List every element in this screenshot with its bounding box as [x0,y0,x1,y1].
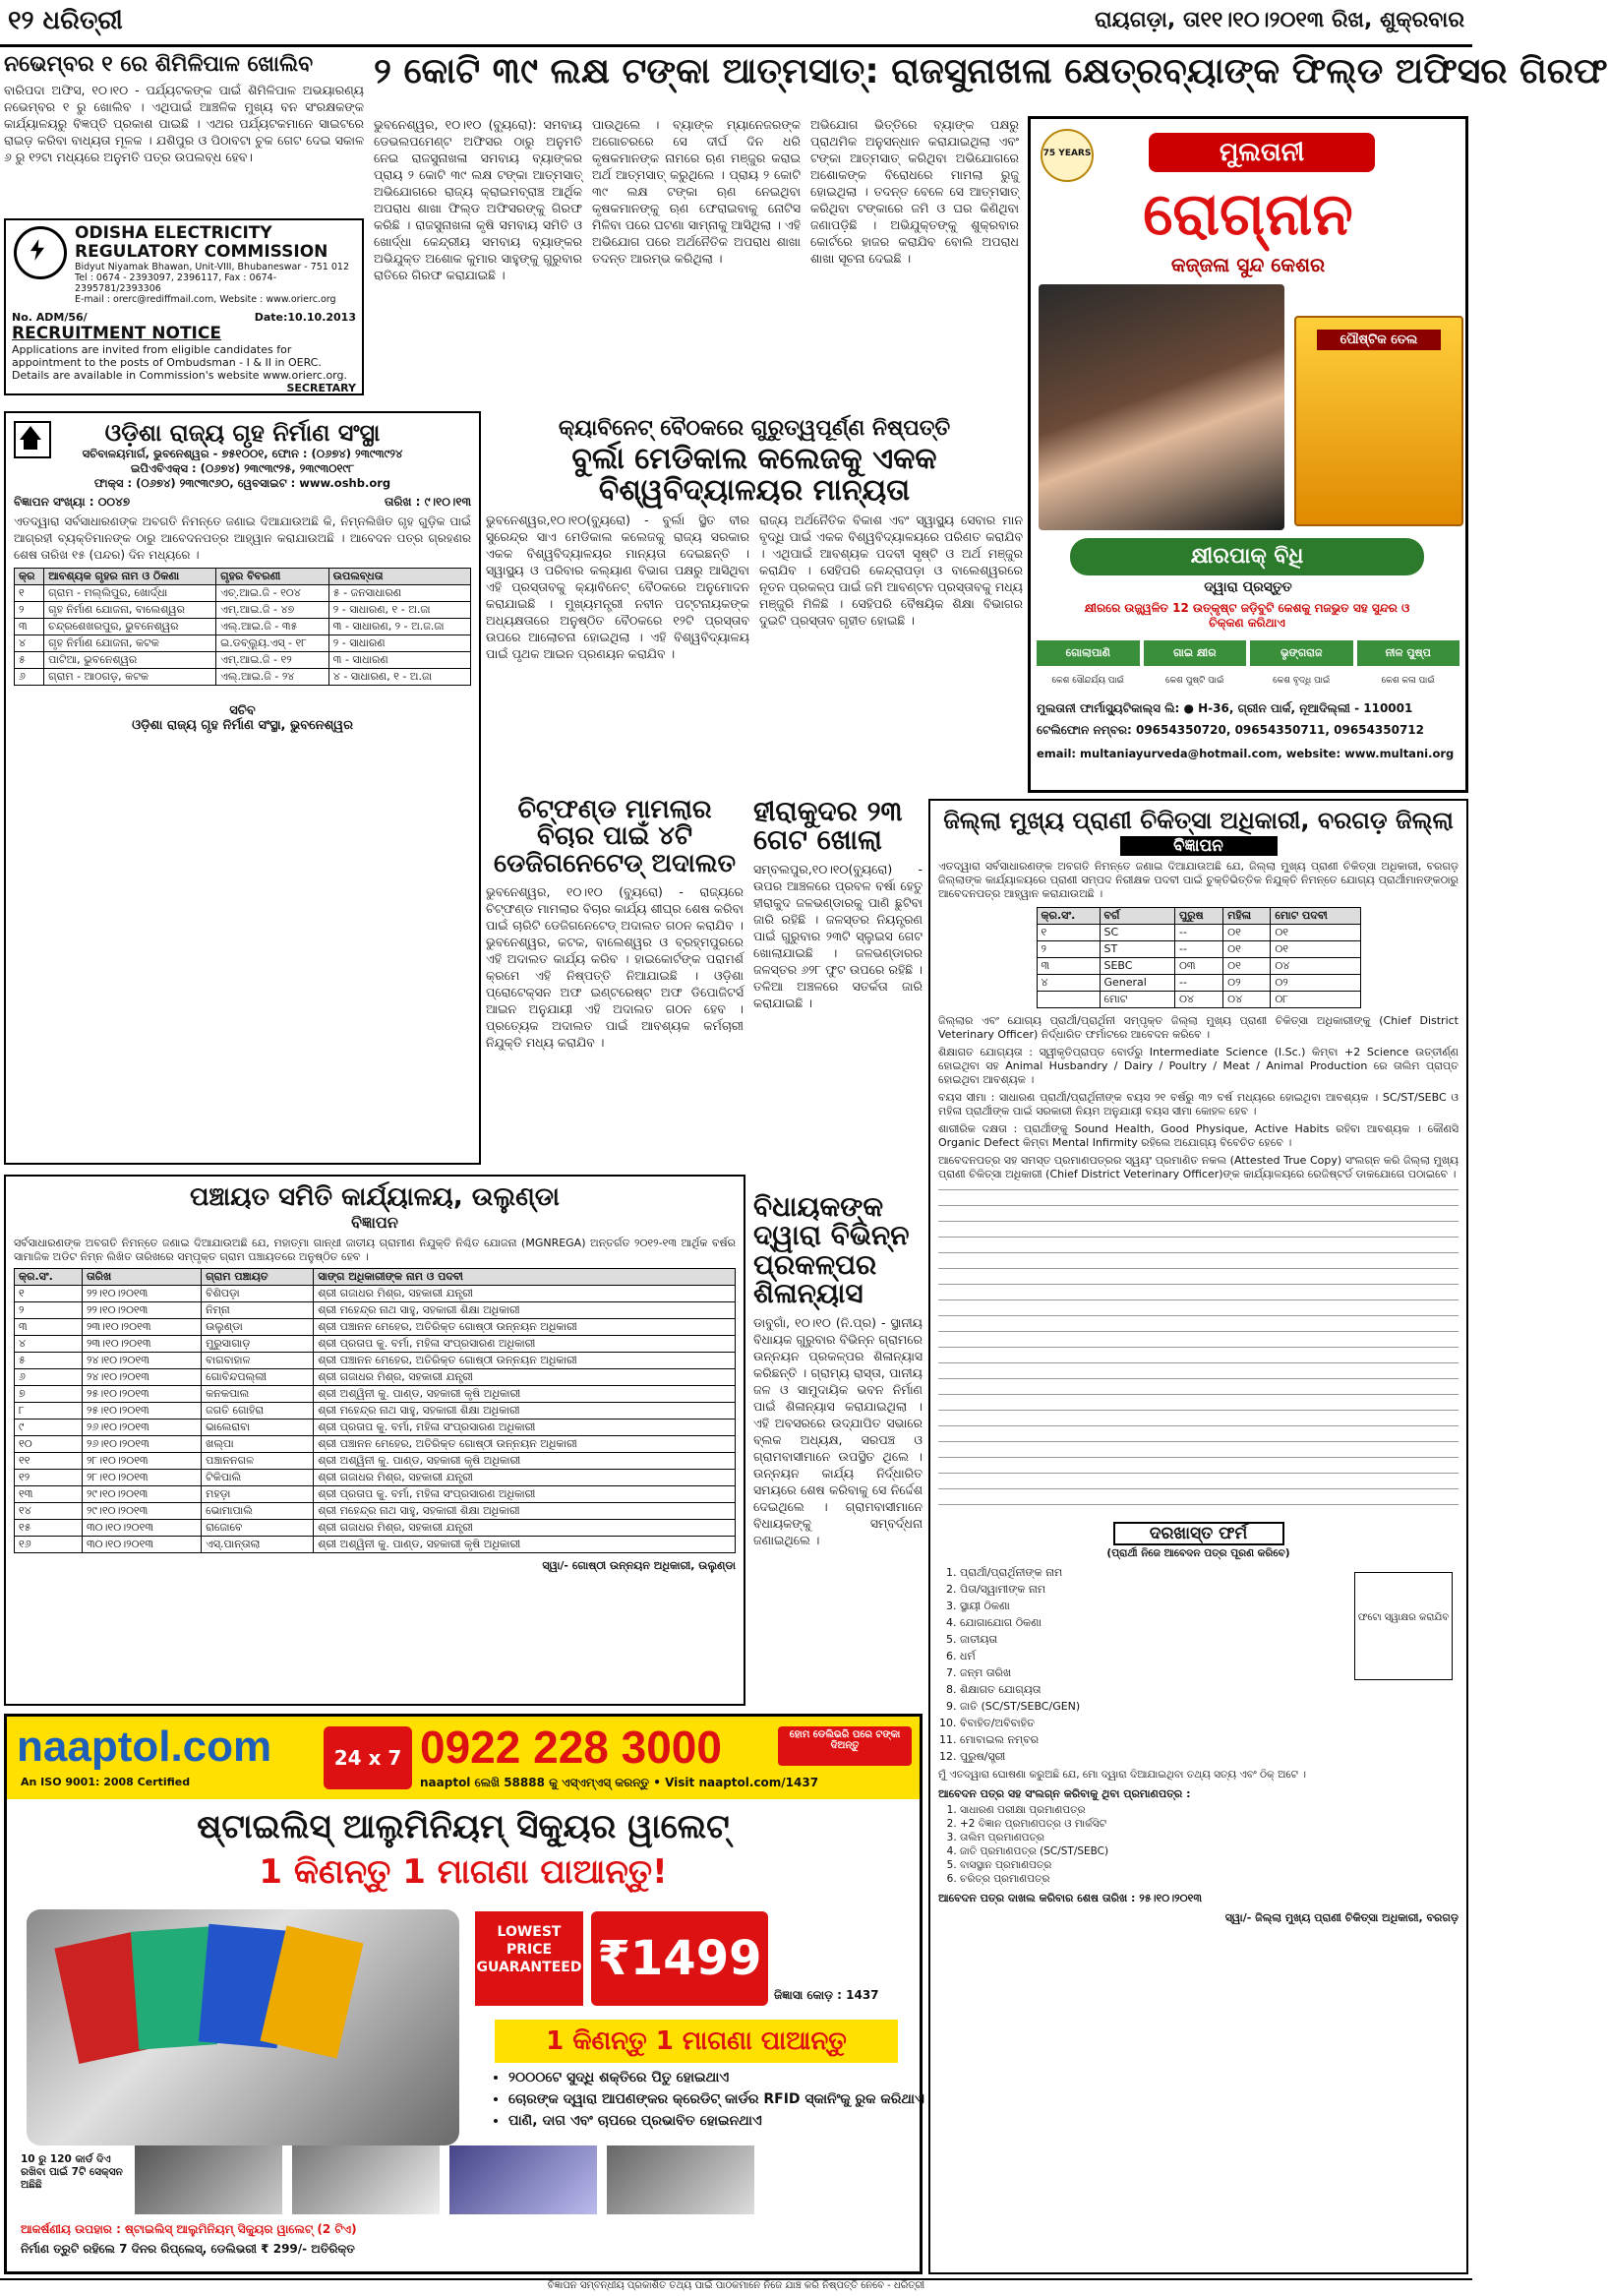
housing-title: ଓଡ଼ିଶା ରାଜ୍ୟ ଗୃହ ନିର୍ମାଣ ସଂସ୍ଥା [104,419,381,447]
samiti-sign: ସ୍ୱା/- ଗୋଷ୍ଠୀ ଉନ୍ନୟନ ଅଧିକାରୀ, ଉଲୁଣ୍ଡା [542,1559,736,1572]
naaptol-side-note: 10 ରୁ 120 କାର୍ଡ ଦିଏ ରଖିବା ପାଇଁ 7ଟି ସେକ୍ସନ ଅଛିଛି [21,2153,123,2191]
wallet-image [27,1909,459,2145]
vet-row [1037,975,1360,992]
samiti-col-1: ତାରିଖ [82,1269,201,1286]
simlipal-headline: ନଭେମ୍ବର ୧ ରେ ଶିମିଳିପାଳ ଖୋଲିବ [4,52,314,77]
vet-row-cell: ୦୮ [1271,992,1360,1008]
samiti-row [15,1286,736,1302]
housing-row-cell: ଏଚ୍.ଆଇ.ଜି - ୧୦୪ [216,585,329,602]
cabinet-kicker: କ୍ୟାବିନେଟ୍ ବୈଠକରେ ଗୁରୁତ୍ୱପୂର୍ଣ୍ଣ ନିଷ୍ପତ୍ତି [558,416,951,441]
lead-col-3: ଅଭିଯୋଗ ଭିତ୍ତିରେ ବ୍ୟାଙ୍କ ପକ୍ଷରୁ ପ୍ରାଥମିକ ଅନୁସନ୍ଧାନ କରାଯାଇଥିଲା ଏବଂ ଟଙ୍କା ଆତ୍ମସାତ୍ କରିଥିବା ଅଭିଯୋଗରେ ଅଶୋକଙ୍କ ବିରୋଧରେ ମାମଲା ରୁଜୁ ହୋଇଥିଲା । ତଦନ୍ତ ବେଳେ ସେ ଆତ୍ମସାତ୍ କରିଥିବା ଟଙ୍କାରେ ଜମି ଓ ଘର କିଣିଥିବା ଜଣାପଡ଼ିଛି । ଅଭିଯୁକ୍ତଙ୍କୁ ଶୁକ୍ରବାର କୋର୍ଟରେ ହାଜର କରାଯିବ ବୋଲି ଅପରାଧ ଶାଖା ସୂଚନା ଦେଇଛି । [810,117,1019,266]
samiti-row [15,1420,736,1436]
vet-body: ଏତଦ୍ୱାରା ସର୍ବସାଧାରଣଙ୍କ ଅବଗତି ନିମନ୍ତେ ଜଣାଇ ଦିଆଯାଉଅଛି ଯେ, ଜିଲ୍ଲା ମୁଖ୍ୟ ପ୍ରାଣୀ ଚିକିତ୍ସା ଅଧିକାରୀ, ବରଗଡ଼ ଜିଲ୍ଲାଙ୍କ କାର୍ଯ୍ୟାଳୟରେ ପ୍ରାଣୀ ସମ୍ପଦ ନିରୀକ୍ଷକ ପଦବୀ ପାଇଁ ଚୁକ୍ତିଭିତ୍ତିକ ନିଯୁକ୍ତି ନିମନ୍ତେ ଯୋଗ୍ୟ ପ୍ରାର୍ଥୀମାନଙ୍କଠାରୁ ଆବେଦନପତ୍ର ଆହ୍ୱାନ କରାଯାଉଅଛି । [938,860,1459,900]
samiti-row-cell: ଶ୍ରୀ ପ୍ରତାପ କୁ. ବର୍ମା, ମହିଳା ସଂପ୍ରସାରଣ ଅଧିକାରୀ [314,1336,736,1353]
herb-3: ଭୃଙ୍ଗରାଜ [1250,640,1353,666]
samiti-row-cell: ବିଶିପଡ଼ା [202,1286,314,1302]
form-field: 11. ମୋବାଇଲ ନମ୍ବର [960,1731,1459,1748]
vet-subtitle: ବିଜ୍ଞାପନ [1120,836,1278,856]
housing-logo-icon [14,421,51,458]
multani-tagline: କଜ୍ଜଳା ସୁନ୍ଦ କେଶର [1170,253,1326,276]
vet-row-cell: -- [1174,941,1222,958]
samiti-notice [4,1175,745,1706]
thumb-4 [607,2145,754,2214]
samiti-col-2: ଗ୍ରାମ ପଞ୍ଚାୟତ [202,1269,314,1286]
samiti-row-cell: ୨୫।୧୦।୨୦୧୩ [82,1386,201,1403]
housing-row-cell: ଗୃହ ନିର୍ମାଣ ଯୋଜନା, କଟକ [44,635,216,652]
oerc-logo-icon [14,226,67,279]
samiti-row-cell: ଶ୍ରୀ ପ୍ରତାପ କୁ. ବର୍ମା, ମହିଳା ସଂପ୍ରସାରଣ ଅଧିକାରୀ [314,1486,736,1503]
oerc-title: RECRUITMENT NOTICE [12,324,221,343]
samiti-row-cell: ଶ୍ରୀ ଗଜାଧର ମିଶ୍ର, ସହକାରୀ ଯନ୍ତ୍ରୀ [314,1470,736,1486]
vet-last-date: ଆବେଦନ ପତ୍ର ଦାଖଲ କରିବାର ଶେଷ ତାରିଖ : ୨୫।୧୦।୨୦୧୩ [938,1892,1202,1904]
samiti-col-0: କ୍ର.ସଂ. [15,1269,83,1286]
samiti-row-cell: ଶ୍ରୀ ପ୍ରତାପ କୁ. ବର୍ମା, ମହିଳା ସଂପ୍ରସାରଣ ଅଧିକାରୀ [314,1420,736,1436]
multani-phone: ଟେଲିଫୋନ ନମ୍ବର: 09654350720, 09654350711, 09654350712 [1037,723,1424,737]
lead-headline: ୨ କୋଟି ୩୯ ଲକ୍ଷ ଟଙ୍କା ଆତ୍ମସାତ୍: ରାଜସୁନାଖଳା କ୍ଷେତ୍ରବ୍ୟାଙ୍କ ଫିଲ୍ଡ ଅଫିସର ଗିରଫ [374,51,1608,91]
vet-row-cell: ୦୧ [1223,958,1271,975]
lead-headline-box [374,51,1608,114]
samiti-row-cell: ଏସ୍‌.ପାନ୍ତାଲା [202,1537,314,1553]
samiti-row-cell: ଭାଲେରାବା [202,1420,314,1436]
vet-row-cell: ୦୪ [1223,992,1271,1008]
vet-para-3: ବୟସ ସୀମା : ସାଧାରଣ ପ୍ରାର୍ଥୀ/ପ୍ରାର୍ଥିନୀଙ୍କ ବୟସ ୨୧ ବର୍ଷରୁ ୩୨ ବର୍ଷ ମଧ୍ୟରେ ହୋଇଥିବା ଆବଶ୍ୟକ । SC/ST/SEBC ଓ ମହିଳା ପ୍ରାର୍ଥୀଙ୍କ ପାଇଁ ସରକାରୀ ନିୟମ ଅନୁଯାୟୀ ବୟସ ସୀମା କୋହଳ ହେବ । [938,1091,1459,1118]
housing-row-cell: ଏମ୍.ଆଇ.ଜି - ୧୨ [216,652,329,669]
samiti-row-cell: ୩ [15,1319,83,1336]
samiti-row-cell: ମହଡ଼ା [202,1486,314,1503]
housing-col-3: ଉପଲବ୍ଧତା [328,569,470,585]
vet-row-cell: ୦୨ [1223,975,1271,992]
naaptol-bullets [489,2067,931,2132]
housing-col-1: ଆବଶ୍ୟକ ଗୃହର ନାମ ଓ ଠିକଣା [44,569,216,585]
samiti-row [15,1369,736,1386]
samiti-row-cell: ୨୩।୧୦।୨୦୧୩ [82,1319,201,1336]
samiti-row-cell: ଶ୍ରୀ ଗଜାଧର ମିଶ୍ର, ସହକାରୀ ଯନ୍ତ୍ରୀ [314,1286,736,1302]
vet-col-2: ପୁରୁଷ [1174,908,1222,925]
vet-row-cell: ୪ [1037,975,1100,992]
samiti-row-cell: ୨୬।୧୦।୨୦୧୩ [82,1436,201,1453]
page-number: ୧୨ ଧରିତ୍ରୀ [8,6,123,35]
housing-row-cell: ୩ - ସାଧାରଣ [328,652,470,669]
samiti-row [15,1403,736,1420]
herb-notes [1037,676,1459,686]
samiti-row-cell: ୨୫।୧୦।୨୦୧୩ [82,1403,201,1420]
vet-row-cell: ୧ [1037,925,1100,941]
housing-row-cell: ଏମ୍.ଆଇ.ଜି - ୪୭ [216,602,329,619]
ksheer-sub: ଦ୍ୱାରା ପ୍ରସ୍ତୁତ [1204,579,1292,595]
samiti-row [15,1486,736,1503]
vet-row-cell: ୦୪ [1174,992,1222,1008]
samiti-row [15,1436,736,1453]
thumb-3 [449,2145,597,2214]
housing-body: ଏତଦ୍ୱାରା ସର୍ବସାଧାରଣଙ୍କ ଅବଗତି ନିମନ୍ତେ ଜଣାଇ ଦିଆଯାଉଅଛି କି, ନିମ୍ନଲିଖିତ ଗୃହ ଗୁଡ଼ିକ ପାଇଁ ଆଗ୍ରହୀ ବ୍ୟକ୍ତିମାନଙ୍କ ଠାରୁ ଆବେଦନପତ୍ର ଆହ୍ୱାନ କରାଯାଉଅଛି । ଆବେଦନ ପତ୍ର ଗ୍ରହଣର ଶେଷ ତାରିଖ ୧୫ (ପନ୍ଦର) ଦିନ ମଧ୍ୟରେ । [14,514,471,562]
herb-2: ଗାଇ କ୍ଷୀର [1144,640,1247,666]
cabinet-story [486,417,1023,791]
herb-note-1: କେଶ ସୌନ୍ଦର୍ଯ୍ୟ ପାଇଁ [1051,676,1125,686]
vet-row-cell: ୦୨ [1271,975,1360,992]
herb-strip [1037,640,1459,666]
ksheer-title: କ୍ଷୀରପାକ୍ ବିଧି [1070,538,1424,575]
samiti-row-cell: ଉଲୁଣ୍ଡା [202,1319,314,1336]
housing-row-cell: ୪ - ସାଧାରଣ, ୧ - ଅ.ଜା [328,669,470,686]
form-field: 2. ପିତା/ସ୍ୱାମୀଙ୍କ ନାମ [960,1581,1459,1598]
vet-fineprint [938,1189,1459,1514]
vet-row-cell: ମୋଟ [1100,992,1174,1008]
samiti-row-cell: ଖଲ୍ପା [202,1436,314,1453]
herb-1: ଗୋଲାପାଣି [1037,640,1140,666]
feature-bullet: • ପାଣି, ଦାଗ ଏବଂ ଚାପରେ ପ୍ରଭାବିତ ହୋଇନଥାଏ [508,2110,931,2132]
samiti-row-cell: ୩୦।୧୦।୨୦୧୩ [82,1537,201,1553]
oerc-email: E-mail : orerc@rediffmail.com, Website : www.orierc.org [75,294,336,305]
samiti-row-cell: ୨୪।୧୦।୨୦୧୩ [82,1369,201,1386]
housing-row [15,585,471,602]
oerc-body: Applications are invited from eligible candidates for appointment to the posts of Ombudsman - I & II in OERC. Details are available in Commission's website www.orierc.org. [12,343,347,382]
multani-desc: କ୍ଷୀରରେ ଉଜ୍ଜ୍ୱଳିତ 12 ଉତ୍କୃଷ୍ଟ ଜଡ଼ିବୁଟି କେଶକୁ ମଜଭୁତ ସହ ସୁନ୍ଦର ଓ ଚିକ୍କଣ କରିଥାଏ [1084,601,1410,630]
dateline: ରାୟଗଡ଼ା, ତା୧୧।୧୦।୨୦୧୩ ରିଖ, ଶୁକ୍ରବାର [1095,8,1464,32]
herb-note-2: କେଶ ପୁଷ୍ଟି ପାଇଁ [1165,676,1224,686]
housing-row-cell: ଏଲ୍.ଆଇ.ଜି - ୨୪ [216,669,329,686]
samiti-row-cell: ୧୪ [15,1503,83,1520]
form-field: 10. ବିବାହିତ/ଅବିବାହିତ [960,1715,1459,1731]
naaptol-24x7: 24 x 7 [324,1726,412,1789]
samiti-row-cell: ୧୬ [15,1537,83,1553]
oerc-name-2: REGULATORY COMMISSION [75,242,328,262]
vet-col-3: ମହିଳା [1223,908,1271,925]
multani-email: email: multaniayurveda@hotmail.com, website: www.multani.org [1037,747,1455,760]
pack-label: ପୌଷ୍ଟିକ ତେଲ [1317,330,1441,350]
vet-attach-title: ଆବେଦନ ପତ୍ର ସହ ସଂଲଗ୍ନ କରିବାକୁ ଥିବା ପ୍ରମାଣପତ୍ର : [938,1787,1191,1800]
form-field: 3. ସ୍ଥାୟୀ ଠିକଣା [960,1598,1459,1614]
chitfund-body: ଭୁବନେଶ୍ୱର, ୧୦।୧୦ (ବ୍ୟୁରୋ) - ରାଜ୍ୟରେ ଚିଟ୍‌ଫଣ୍ଡ ମାମଲାର ବିଚାର କାର୍ଯ୍ୟ ଶୀଘ୍ର ଶେଷ କରିବା ପାଇଁ ଚାରିଟି ଡେଜିଗନେଟେଡ୍ ଅଦାଲତ ଗଠନ କରାଯିବ । ଭୁବନେଶ୍ୱର, କଟକ, ବାଲେଶ୍ୱର ଓ ବ୍ରହ୍ମପୁରରେ ଏହି ଅଦାଲତ କାର୍ଯ୍ୟ କରିବ । ହାଇକୋର୍ଟଙ୍କ ପରାମର୍ଶ କ୍ରମେ ଏହି ନିଷ୍ପତ୍ତି ନିଆଯାଇଛି । ଓଡ଼ିଶା ପ୍ରୋଟେକ୍ସନ ଅଫ ଇଣ୍ଟରେଷ୍ଟ ଅଫ ଡିପୋଜିଟର୍ସ ଆଇନ ଅନୁଯାୟୀ ଏହି ଅଦାଲତ ଗଠନ ହେବ । ପ୍ରତ୍ୟେକ ଅଦାଲତ ପାଇଁ ଆବଶ୍ୟକ କର୍ମଚାରୀ ନିଯୁକ୍ତି ମଧ୍ୟ କରାଯିବ । [486,883,744,1050]
form-field: 7. ଜନ୍ମ ତାରିଖ [960,1664,1459,1681]
housing-row-cell: ୨ - ସାଧାରଣ [328,635,470,652]
naaptol-logo: naaptol.com [17,1722,272,1771]
housing-row [15,669,471,686]
samiti-row-cell: ଶ୍ରୀ ପଞ୍ଚାନନ ମେହେର, ଅତିରିକ୍ତ ଗୋଷ୍ଠୀ ଉନ୍ନୟନ ଅଧିକାରୀ [314,1353,736,1369]
vet-row-cell: -- [1174,975,1222,992]
samiti-row-cell: ୨୩।୧୦।୨୦୧୩ [82,1336,201,1353]
samiti-row-cell: ୧୦ [15,1436,83,1453]
samiti-col-3: ସାଙ୍ଗ ଅଧିକାରୀଙ୍କ ନାମ ଓ ପଦବୀ [314,1269,736,1286]
vet-row-cell: SC [1100,925,1174,941]
form-field: 9. ଜାତି (SC/ST/SEBC/GEN) [960,1698,1459,1715]
years-seal: 75 YEARS [1041,129,1094,182]
simlipal-body: ବାରିପଦା ଅଫିସ, ୧୦।୧୦ - ପର୍ଯ୍ୟଟକଙ୍କ ପାଇଁ ଶିମିଳିପାଳ ଅଭୟାରଣ୍ୟ ନଭେମ୍ବର ୧ ରୁ ଖୋଲିବ । ଏଥିପାଇଁ ଆଞ୍ଚଳିକ ମୁଖ୍ୟ ବନ ସଂରକ୍ଷକଙ୍କ କାର୍ଯ୍ୟାଳୟରୁ ବିଜ୍ଞପ୍ତି ପ୍ରକାଶ ପାଇଛି । ଏଥର ପର୍ଯ୍ୟଟକମାନେ ସାଇଟରେ ରାଇଡ଼ କରିବା ବାଧ୍ୟତା ମୂଳକ । ଯଶିପୁର ଓ ପିଠାବଟା ଚୁକ ଗେଟ ଦେଇ ସକାଳ ୬ ରୁ ୧୨ଟା ମଧ୍ୟରେ ଅନୁମତି ପତ୍ର ଉପଲବ୍ଧ ହେବ। [4,83,364,165]
lead-col-1: ଭୁବନେଶ୍ୱର, ୧୦।୧୦ (ବ୍ୟୁରୋ): ସମବାୟ ଡେଭଲପମେଣ୍ଟ ଅଫିସର ଠାରୁ ଅନୁମତି ନେଇ ରାଜସୁନାଖଳା ସମବାୟ ବ୍ୟାଙ୍କର ପ୍ରାୟ ୨ କୋଟି ୩୯ ଲକ୍ଷ ଟଙ୍କା ଆତ୍ମସାତ୍ ଅଭିଯୋଗରେ ରାଜ୍ୟ କ୍ରାଇମବ୍ରାଞ୍ଚ ଆର୍ଥିକ ଅପରାଧ ଶାଖା ଫିଲ୍ଡ ଅଫିସରଙ୍କୁ ଗିରଫ କରିଛି । ରାଜସୁନାଖଳା କୃଷି ସମବାୟ ସମିତି ଓ ଖୋର୍ଦ୍ଧା କେନ୍ଦ୍ରୀୟ ସମବାୟ ବ୍ୟାଙ୍କର ଅଭିଯୁକ୍ତ ଅଶୋକ କୁମାର ସାହୁଙ୍କୁ ଗୁରୁବାର ରାତିରେ ଗିରଫ କରାଯାଇଛି । [374,117,582,282]
vet-row-cell: ୦୩ [1174,958,1222,975]
samiti-row-cell: ୫ [15,1353,83,1369]
chitfund-headline: ଚିଟ୍‌ଫଣ୍ଡ ମାମଲାର ବିଚାର ପାଇଁ ୪ଟି ଡେଜିଗନେଟେଡ୍ ଅଦାଲତ [493,795,737,878]
vet-row-cell: ୩ [1037,958,1100,975]
vet-sign: ସ୍ୱା/- ଜିଲ୍ଲା ମୁଖ୍ୟ ପ୍ରାଣୀ ଚିକିତ୍ସା ଅଧିକାରୀ, ବରଗଡ଼ [1224,1911,1459,1924]
vet-col-0: କ୍ର.ସଂ. [1037,908,1100,925]
samiti-row [15,1470,736,1486]
vet-row-cell: ୦୧ [1271,941,1360,958]
housing-footer: ଓଡ଼ିଶା ରାଜ୍ୟ ଗୃହ ନିର୍ମାଣ ସଂସ୍ଥା, ଭୁବନେଶ୍ୱର [132,718,353,733]
cabinet-col-2: ରାଜ୍ୟ ଅର୍ଥନୈତିକ ବିକାଶ ଏବଂ ସ୍ୱାସ୍ଥ୍ୟ ସେବାର ମାନ ବୃଦ୍ଧି ପାଇଁ ଏକକ ବିଶ୍ୱବିଦ୍ୟାଳୟରେ ପରିଣତ କରାଯିବ । ଏଥିପାଇଁ ଆବଶ୍ୟକ ପଦବୀ ସୃଷ୍ଟି ଓ ଅର୍ଥ ମଞ୍ଜୁର କରାଯିବ । ସେହିପରି କେନ୍ଦ୍ରାପଡ଼ା ଓ ବାଲେଶ୍ୱରରେ ନୂତନ ପ୍ରକଳ୍ପ ପାଇଁ ଜମି ଆବଣ୍ଟନ ପ୍ରସ୍ତାବକୁ ମଧ୍ୟ ମଞ୍ଜୁରି ମିଳିଛି । ସେହିପରି ବୈଷୟିକ ଶିକ୍ଷା ବିଭାଗର ଦୁଇଟି ପ୍ରସ୍ତାବ ଗୃହୀତ ହୋଇଛି । [759,513,1023,629]
housing-row-cell: ଏଲ୍.ଆଇ.ଜି - ୩୫ [216,619,329,635]
simlipal-story [4,53,364,216]
form-field: 4. ଯୋଗାଯୋଗ ଠିକଣା [960,1614,1459,1631]
housing-row-cell: ୩ [15,619,44,635]
samiti-row-cell: ୭ [15,1386,83,1403]
samiti-row-cell: ରାଜୋବେ [202,1520,314,1537]
form-field: 6. ଧର୍ମ [960,1648,1459,1664]
housing-notice-date: ତାରିଖ : ୯।୧୦।୧୩ [384,495,471,509]
vet-row [1037,992,1360,1008]
photo-box: ଫଟୋ ସ୍ୱାକ୍ଷର କରାଯିବ [1354,1572,1453,1680]
feature-bullet: • ଚୋରଙ୍କ ଦ୍ୱାରା ଆପଣଙ୍କର କ୍ରେଡିଟ୍ କାର୍ଡର RFID ସ୍କାନିଂକୁ ରୁକ କରିଥାଏ [508,2088,931,2110]
samiti-row-cell: ଗୋବିନ୍ଦପଲ୍ଲୀ [202,1369,314,1386]
samiti-row [15,1302,736,1319]
vet-row-cell: ୦୧ [1271,925,1360,941]
naaptol-footer-2: ନିର୍ମାଣ ତ୍ରୁଟି ରହିଲେ 7 ଦିନର ରିପ୍ଲେସ୍, ଡେଲିଭରୀ ₹ 299/- ଅତିରିକ୍ତ [21,2242,355,2256]
samiti-row-cell: ୮ [15,1403,83,1420]
attach-item: 6. ଚରିତ୍ର ପ୍ରମାଣପତ୍ର [960,1872,1459,1886]
samiti-row-cell: ୨୨।୧୦।୨୦୧୩ [82,1286,201,1302]
multani-product: ରୋଗ୍ନାନ [1143,180,1353,249]
housing-row [15,602,471,619]
samiti-row-cell: ୨ [15,1302,83,1319]
vet-row-cell: ୦୪ [1271,958,1360,975]
samiti-row-cell: ଶ୍ରୀ ଅଶ୍ୱିନୀ କୁ. ପାଣ୍ଡ, ସହକାରୀ କୃଷି ଅଧିକାରୀ [314,1386,736,1403]
naaptol-footer-1: ଆକର୍ଷଣୀୟ ଉପହାର : ଷ୍ଟାଇଲିସ୍ ଆଲୁମିନିୟମ୍ ସିକ୍ୟୁର ୱାଲେଟ୍ (2 ଟିଏ) [21,2222,357,2236]
samiti-table [14,1268,736,1553]
thumb-2 [292,2145,440,2214]
samiti-row [15,1520,736,1537]
housing-notice [4,411,481,1165]
samiti-row-cell: ଶ୍ରୀ ମହେନ୍ଦ୍ର ନାଥ ସାହୁ, ସହକାରୀ ଶିକ୍ଷା ଅଧିକାରୀ [314,1503,736,1520]
samiti-row-cell: ୨୨।୧୦।୨୦୧୩ [82,1302,201,1319]
naaptol-delivery: ହୋମ ଡେଲିଭରି ପରେ ଟଙ୍କା ଦିଅନ୍ତୁ [778,1726,912,1766]
vet-para-4: ଶାରୀରିକ ଦକ୍ଷତା : ପ୍ରାର୍ଥୀଙ୍କୁ Sound Health, Good Physique, Active Habits ରହିବା ଆବଶ୍ୟକ । କୌଣସି Organic Defect କିମ୍ବା Mental Infirmity ରହିଲେ ଅଯୋଗ୍ୟ ବିବେଚିତ ହେବେ । [938,1122,1459,1149]
samiti-row-cell: ୨୯।୧୦।୨୦୧୩ [82,1486,201,1503]
samiti-body: ସର୍ବସାଧାରଣଙ୍କ ଅବଗତି ନିମନ୍ତେ ଜଣାଇ ଦିଆଯାଉଅଛି ଯେ, ମହାତ୍ମା ଗାନ୍ଧୀ ଜାତୀୟ ଗ୍ରାମୀଣ ନିଯୁକ୍ତି ନିଶ୍ଚିତ ଯୋଜନା (MGNREGA) ଅନ୍ତର୍ଗତ ୨୦୧୨-୧୩ ଆର୍ଥିକ ବର୍ଷର ସାମାଜିକ ଅଡିଟ ନିମ୍ନ ଲିଖିତ ତାରିଖରେ ସମ୍ପୃକ୍ତ ଗ୍ରାମ ପଞ୍ଚାୟତରେ ଅନୁଷ୍ଠିତ ହେବ । [14,1237,736,1263]
vet-attach-list [938,1803,1459,1886]
samiti-row-cell: ଶ୍ରୀ ମହେନ୍ଦ୍ର ନାଥ ସାହୁ, ସହକାରୀ ଶିକ୍ଷା ଅଧିକାରୀ [314,1302,736,1319]
housing-row-cell: ୨ - ସାଧାରଣ, ୧ - ଅ.ଜା [328,602,470,619]
samiti-row-cell: ୬ [15,1369,83,1386]
model-photo [1039,284,1284,530]
mla-story [753,1192,923,1704]
oil-pack [1294,316,1463,526]
housing-row-cell: ଗ୍ରାମ - ଆଠଗଡ଼, କଟକ [44,669,216,686]
housing-row-cell: ୫ - ଜନସାଧାରଣ [328,585,470,602]
samiti-row-cell: ବାଗବାହାଳ [202,1353,314,1369]
herb-note-3: କେଶ ବୃଦ୍ଧି ପାଇଁ [1273,676,1331,686]
page-header [0,0,1472,47]
samiti-row-cell: ୧ [15,1286,83,1302]
hirakud-story [753,797,923,1190]
oerc-address: Bidyut Niyamak Bhawan, Unit-VIII, Bhubaneswar - 751 012 [75,262,350,272]
samiti-row-cell: ପଞ୍ଚାନନଗଳ [202,1453,314,1470]
lead-col-2: ପାଉଥିଲେ । ବ୍ୟାଙ୍କ ମ୍ୟାନେଜରଙ୍କ ଅଗୋଚରରେ ସେ ଦୀର୍ଘ ଦିନ ଧରି କୃଷକମାନଙ୍କ ନାମରେ ଋଣ ମଞ୍ଜୁର କରାଇ ଅର୍ଥ ଆତ୍ମସାତ୍ କରୁଥିଲେ । ପ୍ରାୟ ୨ କୋଟି ୩୯ ଲକ୍ଷ ଟଙ୍କା ଋଣ ନେଇଥିବା କୃଷକମାନଙ୍କୁ ଋଣ ଫେରାଇବାକୁ ନୋଟିସ ମିଳିବା ପରେ ଘଟଣା ସାମ୍ନାକୁ ଆସିଥିଲା । ଏହି ଅଭିଯୋଗ ପରେ ଅର୍ଥନୈତିକ ଅପରାଧ ଶାଖା ତଦନ୍ତ ଆରମ୍ଭ କରିଥିଲା । [592,117,801,266]
housing-col-2: ଗୃହର ବିବରଣୀ [216,569,329,585]
vet-row-cell: ୦୧ [1223,925,1271,941]
samiti-row-cell: ୨୮।୧୦।୨୦୧୩ [82,1453,201,1470]
housing-notice-no: ବିଜ୍ଞାପନ ସଂଖ୍ୟା : ୦୦୪୭ [14,495,131,509]
housing-web: ଫାକ୍ସ : (୦୬୭୪) ୨୩୯୩୯୬୦, ୱେବସାଇଟ : www.oshb.org [93,476,391,490]
samiti-row [15,1319,736,1336]
samiti-row [15,1503,736,1520]
samiti-row-cell: ଶ୍ରୀ ଗଜାଧର ମିଶ୍ର, ସହକାରୀ ଯନ୍ତ୍ରୀ [314,1369,736,1386]
naaptol-price: ₹1499 [591,1911,768,2006]
housing-address: ସଚିବାଳୟମାର୍ଗ, ଭୁବନେଶ୍ୱର - ୭୫୧୦୦୧, ଫୋନ : (୦୬୭୪) ୨୩୯୩୯୨୪ [82,447,403,460]
attach-item: 1. ସାଧାରଣ ପରୀକ୍ଷା ପ୍ରମାଣପତ୍ର [960,1803,1459,1817]
housing-row-cell: ୨ [15,602,44,619]
naaptol-code: ଜିଜ୍ଞାସା କୋଡ଼ : 1437 [774,1988,879,2002]
multani-ad [1028,116,1468,793]
samiti-row [15,1336,736,1353]
samiti-row [15,1353,736,1369]
samiti-row-cell: ୧୫ [15,1520,83,1537]
samiti-row-cell: କନକପାଲ [202,1386,314,1403]
housing-row-cell: ପାଟିଆ, ଭୁବନେଶ୍ୱର [44,652,216,669]
naaptol-ad [4,1714,923,2274]
vet-para-2: ଶିକ୍ଷାଗତ ଯୋଗ୍ୟତା : ସ୍ୱୀକୃତିପ୍ରାପ୍ତ ବୋର୍ଡରୁ Intermediate Science (I.Sc.) କିମ୍ବା +2 Science ଉତ୍ତୀର୍ଣ୍ଣ ହୋଇଥିବା ସହ Animal Husbandry / Dairy / Poultry / Meat / Animal Production ରେ ତାଲିମ ପ୍ରାପ୍ତ ହୋଇଥିବା ଆବଶ୍ୟକ । [938,1046,1459,1086]
form-field: 12. ପୁରୁଷ/ସ୍ତ୍ରୀ [960,1748,1459,1765]
samiti-row-cell: ଶ୍ରୀ ପଞ୍ଚାନନ ମେହେର, ଅତିରିକ୍ତ ଗୋଷ୍ଠୀ ଉନ୍ନୟନ ଅଧିକାରୀ [314,1436,736,1453]
vet-row [1037,941,1360,958]
samiti-row-cell: ଶ୍ରୀ ମହେନ୍ଦ୍ର ନାଥ ସାହୁ, ସହକାରୀ ଶିକ୍ଷା ଅଧିକାରୀ [314,1403,736,1420]
housing-sign: ସଚିବ [229,703,256,718]
vet-form-title: ଦରଖାସ୍ତ ଫର୍ମ [1113,1522,1284,1545]
oerc-notice [4,218,364,395]
vet-para-5: ଆବେଦନପତ୍ର ସହ ସମସ୍ତ ପ୍ରମାଣପତ୍ରର ସ୍ୱୟଂ ପ୍ରମାଣିତ ନକଲ (Attested True Copy) ସଂଲଗ୍ନ କରି ଜିଲ୍ଲା ମୁଖ୍ୟ ପ୍ରାଣୀ ଚିକିତ୍ସା ଅଧିକାରୀ (Chief District Veterinary Officer)ଙ୍କ କାର୍ଯ୍ୟାଳୟରେ ରେଜିଷ୍ଟର୍ଡ ଡାକଯୋଗେ ପଠାଇବେ । [938,1154,1459,1180]
cabinet-headline: ବୁର୍ଲା ମେଡିକାଲ କଲେଜକୁ ଏକକ ବିଶ୍ୱବିଦ୍ୟାଳୟର ମାନ୍ୟତା [571,442,937,508]
form-field: 8. ଶିକ୍ଷାଗତ ଯୋଗ୍ୟତା [960,1681,1459,1698]
samiti-row-cell: ୨୪।୧୦।୨୦୧୩ [82,1353,201,1369]
samiti-row-cell: ୧୩ [15,1486,83,1503]
housing-row-cell: ୬ [15,669,44,686]
hirakud-body: ସମ୍ବଲପୁର,୧୦।୧୦(ବ୍ୟୁରୋ) - ଉପର ଆଞ୍ଚଳରେ ପ୍ରବଳ ବର୍ଷା ହେତୁ ହୀରାକୁଦ ଜଳଭଣ୍ଡାରକୁ ପାଣି ଛୁଟିବା ଜାରି ରହିଛି । ଜଳସ୍ତର ନିୟନ୍ତ୍ରଣ ପାଇଁ ଗୁରୁବାର ୨୩ଟି ସ୍ଲୁଇସ ଗେଟ ଖୋଲାଯାଇଛି । ଜଳଭଣ୍ଡାରର ଜଳସ୍ତର ୬୨୮ ଫୁଟ ଉପରେ ରହିଛି । ତଳିଆ ଅଞ୍ଚଳରେ ସତର୍କତା ଜାରି କରାଯାଇଛି । [753,861,923,1010]
attach-item: 4. ଜାତି ପ୍ରମାଣପତ୍ର (SC/ST/SEBC) [960,1844,1459,1858]
samiti-row [15,1537,736,1553]
vet-table [1037,907,1361,1008]
housing-row-cell: ଗୃହ ନିର୍ମାଣ ଯୋଜନା, ବାଲେଶ୍ୱର [44,602,216,619]
page-footer: ବିଜ୍ଞାପନ ସମ୍ବନ୍ଧୀୟ ପ୍ରକାଶିତ ତଥ୍ୟ ପାଇଁ ପାଠକମାନେ ନିଜେ ଯାଞ୍ଚ କରି ନିଷ୍ପତ୍ତି ନେବେ - ଧରିତ୍ରୀ [0,2278,1472,2296]
samiti-row-cell: ଜଗତି ଗୋହିରା [202,1403,314,1420]
herb-4: ନୀଳ ପୁଷ୍ପ [1357,640,1460,666]
vet-row-cell: ୨ [1037,941,1100,958]
samiti-row-cell: ୧୧ [15,1453,83,1470]
housing-row-cell: ୩ - ସାଧାରଣ, ୨ - ଅ.ଜ.ଜା [328,619,470,635]
vet-row-cell: ୦୧ [1223,941,1271,958]
feature-bullet: • ୨୦୦୦ଟେ ସୁଦ୍ଧି ଶକ୍ତିରେ ପିତୁ ହୋଇଥାଏ [508,2067,931,2088]
mla-headline: ବିଧାୟକଙ୍କ ଦ୍ୱାରା ବିଭିନ୍ନ ପ୍ରକଳ୍ପର ଶିଳାନ୍ୟାସ [753,1190,910,1310]
lowest-price-badge: LOWEST PRICE GUARANTEED [475,1911,583,2006]
samiti-row-cell: ଟିକିପାଲି [202,1470,314,1486]
samiti-row-cell: ୧୨ [15,1470,83,1486]
vet-row-cell [1037,992,1100,1008]
samiti-row-cell: ୨୯।୧୦।୨୦୧୩ [82,1503,201,1520]
vet-notice [928,799,1468,2274]
housing-row-cell: ଇ.ଡବ୍ଲ୍ୟୁ.ଏସ୍ - ୧୮ [216,635,329,652]
attach-item: 2. +2 ବିଜ୍ଞାନ ପ୍ରମାଣପତ୍ର ଓ ମାର୍କସିଟ [960,1817,1459,1831]
vet-row-cell: General [1100,975,1174,992]
samiti-row-cell: ୨୬।୧୦।୨୦୧୩ [82,1420,201,1436]
oerc-date: Date:10.10.2013 [254,311,356,324]
samiti-row-cell: ୨୮।୧୦।୨୦୧୩ [82,1470,201,1486]
naaptol-sms: naaptol ଲେଖି 58888 କୁ ଏସ୍‌ଏମ୍‌ଏସ୍ କରନ୍ତୁ • Visit naaptol.com/1437 [420,1776,819,1789]
housing-row-cell: ୪ [15,635,44,652]
samiti-row [15,1386,736,1403]
vet-row [1037,958,1360,975]
naaptol-phone: 0922 228 3000 [420,1722,722,1773]
housing-row-cell: ୫ [15,652,44,669]
samiti-row-cell: ଶ୍ରୀ ପଞ୍ଚାନନ ମେହେର, ଅତିରିକ୍ତ ଗୋଷ୍ଠୀ ଉନ୍ନୟନ ଅଧିକାରୀ [314,1319,736,1336]
vet-declare: ମୁଁ ଏତଦ୍ୱାରା ଘୋଷଣା କରୁଅଛି ଯେ, ମୋ ଦ୍ୱାରା ଦିଆଯାଇଥିବା ତଥ୍ୟ ସତ୍ୟ ଏବଂ ଠିକ୍ ଅଟେ । [938,1769,1306,1781]
vet-form-sub: (ପ୍ରାର୍ଥୀ ନିଜେ ଆବେଦନ ପତ୍ର ପୂରଣ କରିବେ) [1106,1547,1290,1559]
vet-row-cell: -- [1174,925,1222,941]
housing-table [14,568,471,686]
oerc-sign: SECRETARY [286,382,356,394]
vet-row [1037,925,1360,941]
samiti-row-cell: ୯ [15,1420,83,1436]
attach-item: 3. ତାଲିମ ପ୍ରମାଣପତ୍ର [960,1831,1459,1844]
vet-col-1: ବର୍ଗ [1100,908,1174,925]
mla-body: ଡାବୁଗାଁ, ୧୦।୧୦ (ନି.ପ୍ର) - ସ୍ଥାନୀୟ ବିଧାୟକ ଗୁରୁବାର ବିଭିନ୍ନ ଗ୍ରାମରେ ଉନ୍ନୟନ ପ୍ରକଳ୍ପର ଶିଳାନ୍ୟାସ କରିଛନ୍ତି । ଗ୍ରାମ୍ୟ ରାସ୍ତା, ପାନୀୟ ଜଳ ଓ ସାମୁଦାୟିକ ଭବନ ନିର୍ମାଣ ପାଇଁ ଶିଳାନ୍ୟାସ କରାଯାଇଥିଲା । ଏହି ଅବସରରେ ଉଦ୍‌ଯାପିତ ସଭାରେ ବ୍ଲକ ଅଧ୍ୟକ୍ଷ, ସରପଞ୍ଚ ଓ ଗ୍ରାମବାସୀମାନେ ଉପସ୍ଥିତ ଥିଲେ । ଉନ୍ନୟନ କାର୍ଯ୍ୟ ନିର୍ଦ୍ଧାରିତ ସମୟରେ ଶେଷ କରିବାକୁ ସେ ନିର୍ଦ୍ଦେଶ ଦେଇଥିଲେ । ଗ୍ରାମବାସୀମାନେ ବିଧାୟକଙ୍କୁ ସମ୍ବର୍ଦ୍ଧନା ଜଣାଇଥିଲେ । [753,1314,923,1547]
cabinet-col-1: ଭୁବନେଶ୍ୱର,୧୦।୧୦(ବ୍ୟୁରୋ) - ବୁର୍ଲା ସ୍ଥିତ ବୀର ସୁରେନ୍ଦ୍ର ସାଏ ମେଡିକାଲ କଲେଜକୁ ରାଜ୍ୟ ସରକାର ଏକକ ବିଶ୍ୱବିଦ୍ୟାଳୟର ମାନ୍ୟତା ଦେଇଛନ୍ତି । ସ୍ୱାସ୍ଥ୍ୟ ଓ ପରିବାର କଲ୍ୟାଣ ବିଭାଗ ପକ୍ଷରୁ ଆସିଥିବା ଏହି ପ୍ରସ୍ତାବକୁ କ୍ୟାବିନେଟ୍ ବୈଠକରେ ଅନୁମୋଦନ କରାଯାଇଛି । ମୁଖ୍ୟମନ୍ତ୍ରୀ ନବୀନ ପଟ୍ଟନାୟକଙ୍କ ଅଧ୍ୟକ୍ଷତାରେ ଅନୁଷ୍ଠିତ ବୈଠକରେ ୧୨ଟି ପ୍ରସ୍ତାବ ଉପରେ ଆଲୋଚନା ହୋଇଥିଲା । ଏହି ବିଶ୍ୱବିଦ୍ୟାଳୟ ପାଇଁ ପୃଥକ ଆଇନ ପ୍ରଣୟନ କରାଯିବ । [486,513,749,662]
vet-row-cell: ST [1100,941,1174,958]
samiti-title: ପଞ୍ଚାୟତ ସମିତି କାର୍ଯ୍ୟାଳୟ, ଉଲୁଣ୍ଡା [190,1182,560,1212]
samiti-row-cell: ୩୦।୧୦।୨୦୧୩ [82,1520,201,1537]
form-field: 1. ପ୍ରାର୍ଥୀ/ପ୍ରାର୍ଥିନୀଙ୍କ ନାମ [960,1564,1459,1581]
housing-row [15,635,471,652]
thumb-1 [135,2145,282,2214]
naaptol-headline: ଷ୍ଟାଇଲିସ୍ ଆଲୁମିନିୟମ୍ ସିକ୍ୟୁର ୱାଲେଟ୍ [197,1807,730,1846]
samiti-row-cell: ଶ୍ରୀ ଗଜାଧର ମିଶ୍ର, ସହକାରୀ ଯନ୍ତ୍ରୀ [314,1520,736,1537]
samiti-row-cell: ଶ୍ରୀ ଅଶ୍ୱିନୀ କୁ. ପାଣ୍ଡ, ସହକାରୀ କୃଷି ଅଧିକାରୀ [314,1453,736,1470]
oerc-no: No. ADM/56/ [12,311,88,324]
housing-row-cell: ଚନ୍ଦ୍ରଶେଖରପୁର, ଭୁବନେଶ୍ୱର [44,619,216,635]
attach-item: 5. ବାସସ୍ଥାନ ପ୍ରମାଣପତ୍ର [960,1858,1459,1872]
samiti-row [15,1453,736,1470]
naaptol-offer-2: 1 କିଣନ୍ତୁ 1 ମାଗଣା ପାଆନ୍ତୁ [495,2020,898,2063]
housing-col-0: କ୍ର [15,569,44,585]
multani-brand: ମୁଲତାନୀ [1149,133,1375,172]
multani-company: ମୁଲତାନୀ ଫାର୍ମାସ୍ୟୁଟିକାଲ୍ସ ଲି: ● H-36, ଗ୍ରୀନ ପାର୍କ, ନୂଆଦିଲ୍ଲୀ - 110001 [1037,701,1413,715]
naaptol-offer: 1 କିଣନ୍ତୁ 1 ମାଗଣା ପାଆନ୍ତୁ! [259,1852,668,1892]
samiti-row-cell: ନିମ୍ନା [202,1302,314,1319]
chitfund-story [486,797,744,1161]
housing-row [15,619,471,635]
vet-title: ଜିଲ୍ଲା ମୁଖ୍ୟ ପ୍ରାଣୀ ଚିକିତ୍ସା ଅଧିକାରୀ, ବରଗଡ଼ ଜିଲ୍ଲା [943,807,1454,834]
lead-story [374,116,1019,411]
naaptol-cert: An ISO 9001: 2008 Certified [21,1776,191,1788]
hirakud-headline: ହୀରାକୁଦର ୨୩ ଗେଟ ଖୋଲା [753,795,903,857]
form-field: 5. ଜାତୀୟତା [960,1631,1459,1648]
vet-col-4: ମୋଟ ପଦବୀ [1271,908,1360,925]
housing-row-cell: ଗ୍ରାମ - ମଲ୍ଲିପୁର, ଖୋର୍ଦ୍ଧା [44,585,216,602]
housing-row-cell: ୧ [15,585,44,602]
samiti-row-cell: ଭୋମାପାଲି [202,1503,314,1520]
samiti-row-cell: ମୁରୁସାଗାଡ଼ [202,1336,314,1353]
vet-para-1: ଜିଲ୍ଲାର ଏବଂ ଯୋଗ୍ୟ ପ୍ରାର୍ଥୀ/ପ୍ରାର୍ଥିନୀ ସମ୍ପୃକ୍ତ ଜିଲ୍ଲା ମୁଖ୍ୟ ପ୍ରାଣୀ ଚିକିତ୍ସା ଅଧିକାରୀଙ୍କୁ (Chief District Veterinary Officer) ନିର୍ଦ୍ଧାରିତ ଫର୍ମାଟରେ ଆବେଦନ କରିବେ । [938,1014,1459,1041]
oerc-tel: Tel : 0674 - 2393097, 2396117, Fax : 0674-2395781/2393306 [75,272,277,294]
samiti-row-cell: ଶ୍ରୀ ଅଶ୍ୱିନୀ କୁ. ପାଣ୍ଡ, ସହକାରୀ କୃଷି ଅଧିକାରୀ [314,1537,736,1553]
vet-row-cell: SEBC [1100,958,1174,975]
oerc-name-1: ODISHA ELECTRICITY [75,223,272,243]
herb-note-4: କେଶ କଳା ପାଇଁ [1381,676,1435,686]
samiti-subtitle: ବିଜ୍ଞାପନ [351,1213,398,1232]
samiti-row-cell: ୪ [15,1336,83,1353]
housing-row [15,652,471,669]
housing-phone2: ଇପିଏବିଏକ୍ସ : (୦୬୭୪) ୨୩୯୩୯୨୫, ୨୩୯୩୦୧୯୮ [130,461,355,475]
